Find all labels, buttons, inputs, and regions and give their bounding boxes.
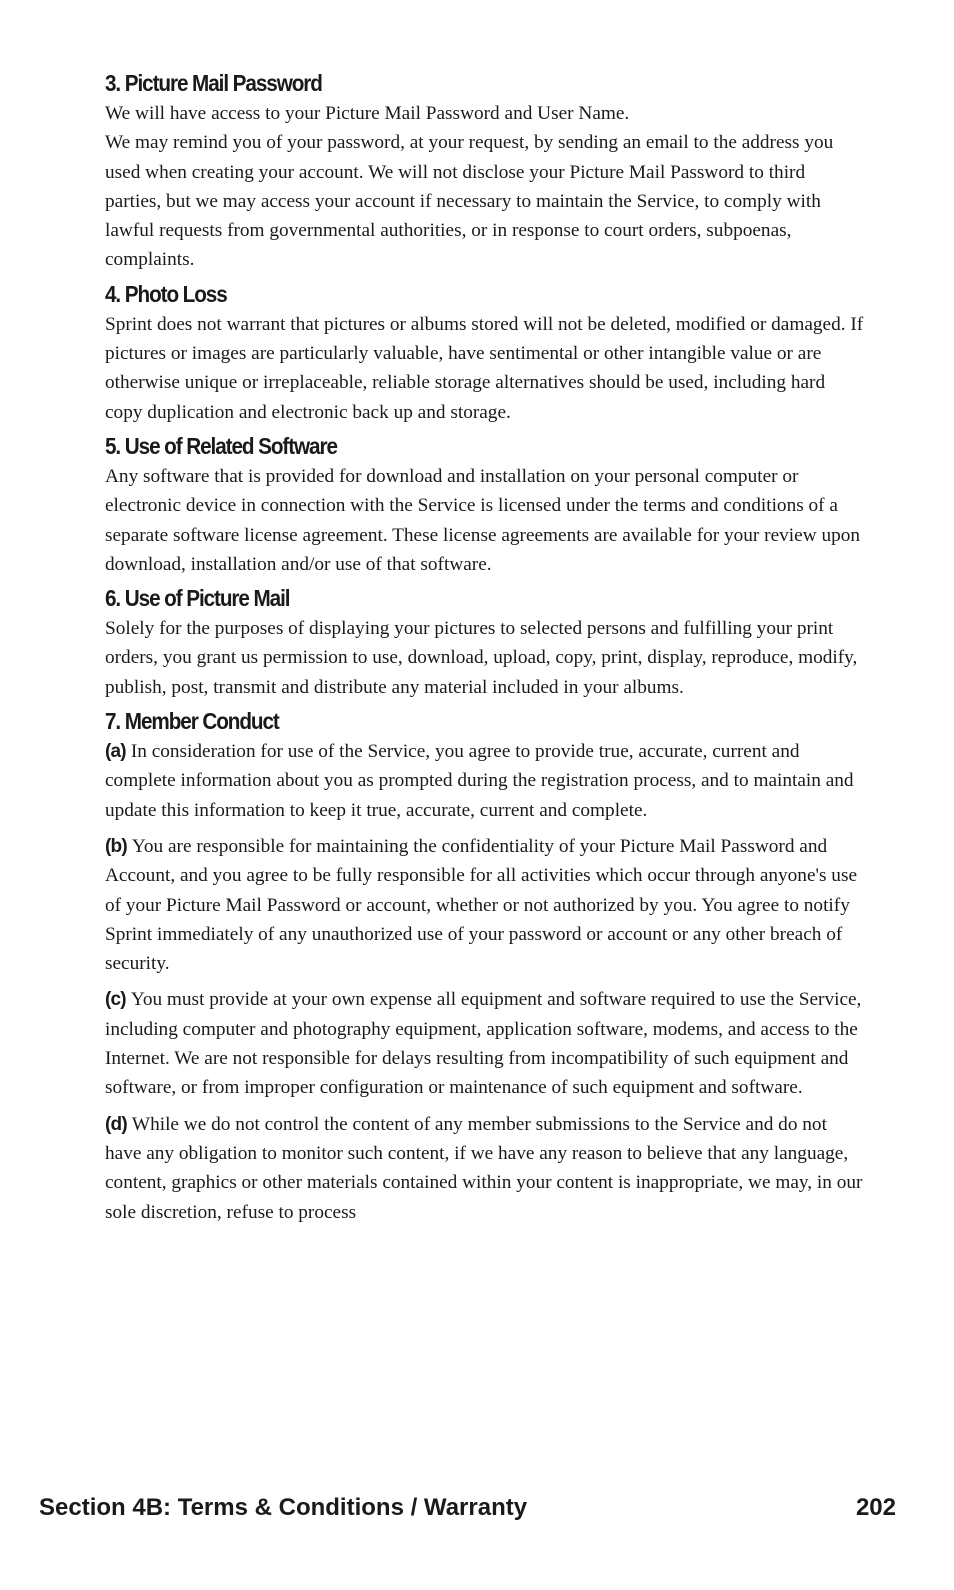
clause-text: You must provide at your own expense all equipment and software required to use the Service, including computer and photography equipment, application software, modems, and access to the Internet. We are not responsible for delays resulting from incompatibility of such equipment and software, or from improper configuration or maintenance of such equipment and software. bbox=[105, 989, 862, 1099]
paragraph: Sprint does not warrant that pictures or albums stored will not be deleted, modified or damaged. If pictures or images are particularly valuable, have sentimental or other intangible value or are otherwise unique or irreplaceable, reliable storage alternatives should be used, including hard copy duplication and electronic back up and storage. bbox=[105, 313, 864, 423]
paragraph: Solely for the purposes of displaying your pictures to selected persons and fulfilling your print orders, you grant us permission to use, download, upload, copy, print, display, reproduce, modify, publish, post, transmit and distribute any material included in your albums. bbox=[105, 618, 858, 698]
clause-text: While we do not control the content of any member submissions to the Service and do not have any obligation to monitor such content, if we have any reason to believe that any language, content, graphics or other materials contained within your content is inappropriate, we may, in our sole discretion, refuse to process bbox=[105, 1113, 863, 1223]
clause-a bbox=[105, 737, 865, 825]
clause-marker: (b) bbox=[105, 835, 127, 857]
clause-marker: (c) bbox=[105, 989, 126, 1011]
section-heading: 7. Member Conduct bbox=[105, 708, 279, 735]
section-photo-loss bbox=[105, 279, 865, 427]
clause-b bbox=[105, 832, 865, 978]
clause-text: You are responsible for maintaining the confidentiality of your Picture Mail Password and Account, and you agree to be fully responsible for all activities which occur through anyone's use of your Picture Mail Password or account, whether or not authorized by you. You agree to notify Sprint immediately of any unauthorized use of your password or account or any other breach of security. bbox=[105, 835, 858, 975]
page-number: 202 bbox=[855, 1494, 896, 1521]
page-footer bbox=[39, 1494, 896, 1522]
paragraph: Any software that is provided for download and installation on your personal computer or electronic device in connection with the Service is licensed under the terms and conditions of a separate software license agreement. These license agreements are available for your review upon download, installation and/or use of that software. bbox=[105, 465, 861, 575]
section-heading: 5. Use of Related Software bbox=[105, 432, 337, 459]
paragraph: We will have access to your Picture Mail Password and User Name. bbox=[105, 103, 630, 124]
clause-marker: (a) bbox=[105, 741, 126, 763]
section-heading: 6. Use of Picture Mail bbox=[105, 585, 290, 612]
clause-text: In consideration for use of the Service, you agree to provide true, accurate, current and complete information about you as prompted during the registration process, and to maintain and update this information to keep it true, accurate, current and complete. bbox=[105, 741, 854, 821]
clause-marker: (d) bbox=[105, 1113, 127, 1135]
section-use-of-picture-mail bbox=[105, 583, 865, 702]
section-heading: 4. Photo Loss bbox=[105, 280, 227, 307]
clause-c bbox=[105, 985, 865, 1102]
document-body bbox=[105, 68, 865, 1234]
section-member-conduct bbox=[105, 706, 865, 1227]
section-use-of-related-software bbox=[105, 431, 865, 579]
footer-section-label: Section 4B: Terms & Conditions / Warranty bbox=[39, 1494, 528, 1521]
clause-d bbox=[105, 1110, 865, 1227]
section-heading: 3. Picture Mail Password bbox=[105, 70, 322, 96]
paragraph: We may remind you of your password, at your request, by sending an email to the address you used when creating your account. We will not disclose your Picture Mail Password to third parties, but we may access your account if necessary to maintain the Service, to comply with lawful requests from governmental authorities, or in response to court orders, subpoenas, complaints. bbox=[105, 132, 834, 271]
section-picture-mail-password bbox=[105, 68, 865, 275]
